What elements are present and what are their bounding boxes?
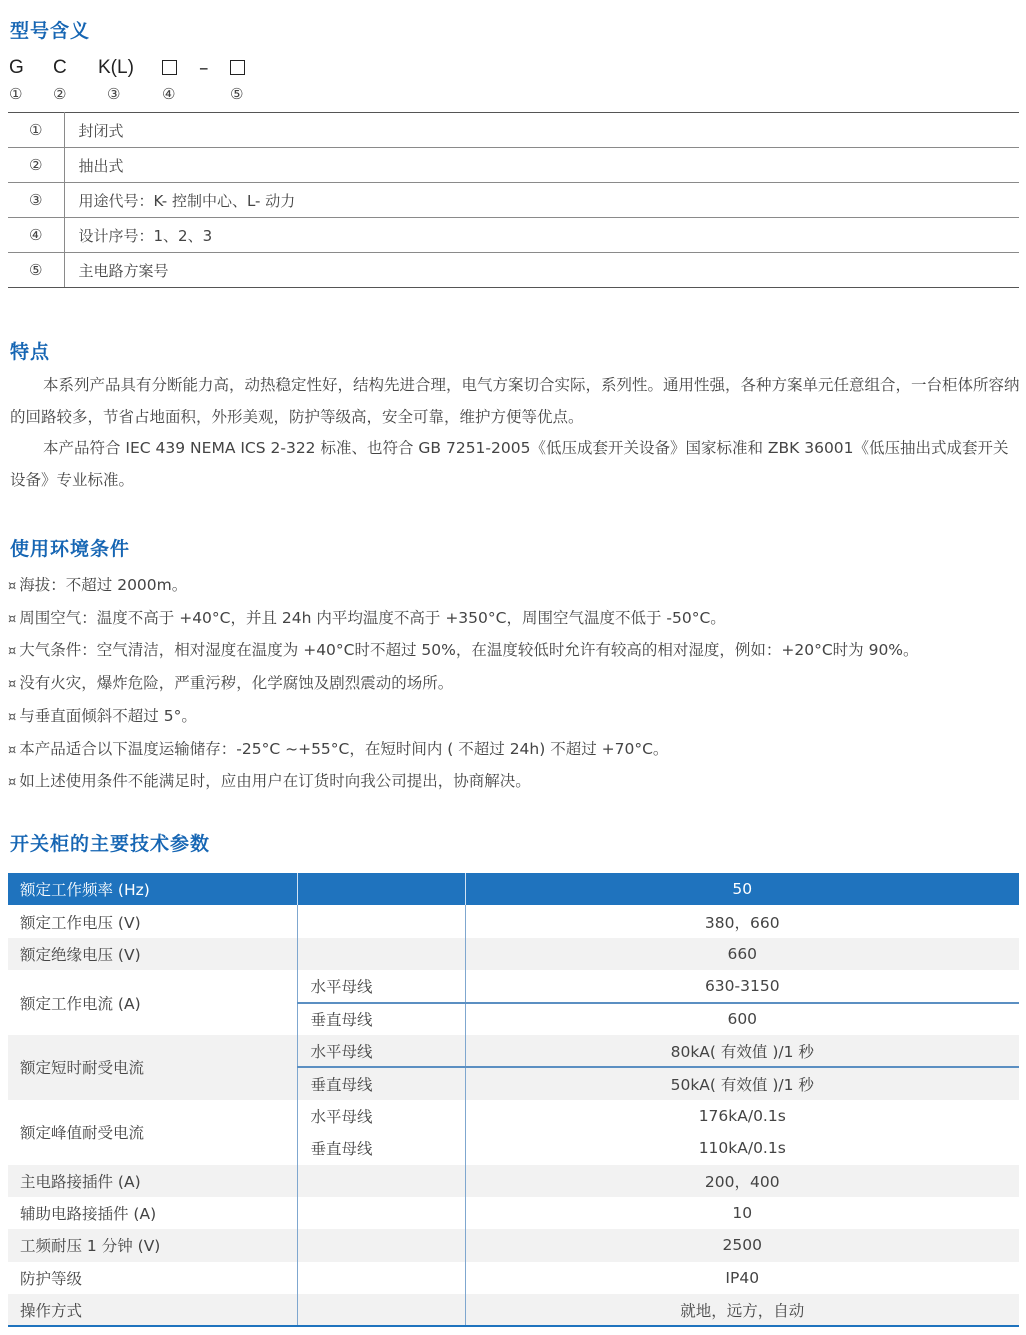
row-description: 主电路方案号 xyxy=(64,253,1019,288)
list-item xyxy=(8,635,919,668)
table-row xyxy=(8,970,1019,1002)
code-placeholder-box xyxy=(162,60,177,75)
spec-sub xyxy=(297,905,465,937)
table-row xyxy=(8,873,1019,905)
list-item xyxy=(8,701,919,734)
spec-value: 630-3150 xyxy=(465,970,1019,1002)
table-row xyxy=(8,148,1019,183)
spec-label: 防护等级 xyxy=(20,1269,83,1288)
spec-value: 176kA/0.1s xyxy=(465,1100,1019,1132)
bullet-icon: ¤ xyxy=(8,775,17,791)
list-item-text: 周围空气：温度不高于 +40°C，并且 24h 内平均温度不高于 +350°C，周围空气温度不低于 -50°C。 xyxy=(19,608,726,627)
features-paragraph-2: 本产品符合 IEC 439 NEMA ICS 2-322 标准、也符合 GB 7251-2005《低压成套开关设备》国家标准和 ZBK 36001《低压抽出式成套开关设备》专业标准。 xyxy=(10,439,1009,489)
spec-sub: 垂直母线 xyxy=(297,1067,465,1099)
table-row xyxy=(8,253,1019,288)
code-marker: ① xyxy=(9,85,23,103)
spec-value: 110kA/0.1s xyxy=(465,1132,1019,1164)
bullet-icon: ¤ xyxy=(8,709,17,725)
spec-value: 380，660 xyxy=(465,905,1019,937)
spec-value: 80kA( 有效值 )/1 秒 xyxy=(465,1035,1019,1067)
row-number: ① xyxy=(8,113,64,148)
spec-value: 50kA( 有效值 )/1 秒 xyxy=(465,1067,1019,1099)
environment-list xyxy=(8,570,919,799)
section-title-environment: 使用环境条件 xyxy=(10,538,131,560)
spec-value: 2500 xyxy=(465,1229,1019,1261)
spec-value: 200，400 xyxy=(465,1165,1019,1197)
code-marker: ④ xyxy=(162,85,176,103)
table-row xyxy=(8,1197,1019,1229)
list-item-text: 海拔：不超过 2000m。 xyxy=(19,576,188,594)
table-row xyxy=(8,938,1019,970)
table-row xyxy=(8,905,1019,937)
spec-value: 10 xyxy=(465,1197,1019,1229)
section-title-model: 型号含义 xyxy=(10,20,91,42)
bullet-icon: ¤ xyxy=(8,742,17,758)
spec-label: 额定工作电压 (V) xyxy=(20,913,141,932)
spec-sub xyxy=(297,873,465,905)
spec-label: 额定工作频率 (Hz) xyxy=(8,873,297,905)
spec-sub xyxy=(297,1262,465,1294)
spec-table xyxy=(8,873,1019,1327)
list-item-text: 本产品适合以下温度运输储存：-25°C ~+55°C，在短时间内 ( 不超过 24h) 不超过 +70°C。 xyxy=(19,739,669,758)
list-item xyxy=(8,734,919,767)
row-description: 设计序号：1、2、3 xyxy=(64,218,1019,253)
code-dash: – xyxy=(199,57,209,79)
spec-label: 工频耐压 1 分钟 (V) xyxy=(8,1229,297,1261)
spec-sub xyxy=(297,1229,465,1261)
code-letter-c: C xyxy=(53,57,67,78)
bullet-icon: ¤ xyxy=(8,644,17,660)
spec-label: 额定短时耐受电流 xyxy=(8,1035,297,1100)
spec-sub xyxy=(297,1294,465,1326)
spec-label: 主电路接插件 (A) xyxy=(8,1165,297,1197)
spec-sub: 水平母线 xyxy=(297,1035,465,1067)
table-row xyxy=(8,218,1019,253)
spec-value: 660 xyxy=(465,938,1019,970)
table-row xyxy=(8,1294,1019,1326)
table-row xyxy=(8,1035,1019,1067)
list-item-text: 与垂直面倾斜不超过 5°。 xyxy=(19,706,197,725)
code-placeholder-box xyxy=(230,60,245,75)
list-item xyxy=(8,766,919,799)
bullet-icon: ¤ xyxy=(8,579,17,594)
spec-sub: 垂直母线 xyxy=(297,1132,465,1164)
spec-sub xyxy=(297,1197,465,1229)
row-description: 封闭式 xyxy=(64,113,1019,148)
spec-value: 就地，远方，自动 xyxy=(465,1294,1019,1326)
spec-value: IP40 xyxy=(465,1262,1019,1294)
code-letter-g: G xyxy=(9,57,24,78)
list-item-text: 如上述使用条件不能满足时，应由用户在订货时向我公司提出，协商解决。 xyxy=(19,772,531,791)
row-description: 抽出式 xyxy=(64,148,1019,183)
list-item xyxy=(8,603,919,636)
bullet-icon: ¤ xyxy=(8,677,17,693)
code-letter-kl: K(L) xyxy=(98,57,134,78)
table-row xyxy=(8,1262,1019,1294)
spec-label: 辅助电路接插件 (A) xyxy=(20,1205,157,1224)
list-item xyxy=(8,668,919,701)
row-description: 用途代号：K- 控制中心、L- 动力 xyxy=(64,183,1019,218)
code-marker: ③ xyxy=(107,85,121,103)
row-number: ⑤ xyxy=(8,253,64,288)
section-title-specs: 开关柜的主要技术参数 xyxy=(10,833,211,855)
model-meaning-table xyxy=(8,112,1019,288)
row-number: ③ xyxy=(8,183,64,218)
table-row xyxy=(8,1229,1019,1261)
spec-label: 额定峰值耐受电流 xyxy=(20,1124,145,1143)
row-number: ② xyxy=(8,148,64,183)
table-row xyxy=(8,113,1019,148)
section-title-features: 特点 xyxy=(10,341,51,363)
table-row xyxy=(8,1100,1019,1132)
spec-label: 额定工作电流 (A) xyxy=(20,994,141,1013)
code-marker: ⑤ xyxy=(230,85,244,103)
spec-sub xyxy=(297,1165,465,1197)
features-paragraph-1: 本系列产品具有分断能力高，动热稳定性好，结构先进合理，电气方案切合实际，系列性。通用性强，各种方案单元任意组合，一台柜体所容纳的回路较多，节省占地面积，外形美观，防护等级高，安全可靠，维护方便等优点。 xyxy=(10,376,1020,426)
spec-value: 50 xyxy=(465,873,1019,905)
spec-sub xyxy=(297,938,465,970)
table-row xyxy=(8,183,1019,218)
spec-sub: 垂直母线 xyxy=(297,1003,465,1035)
spec-value: 600 xyxy=(465,1003,1019,1035)
spec-sub: 水平母线 xyxy=(297,1100,465,1132)
table-row xyxy=(8,1165,1019,1197)
spec-sub: 水平母线 xyxy=(297,970,465,1002)
spec-label: 额定绝缘电压 (V) xyxy=(8,938,297,970)
code-marker: ② xyxy=(53,85,67,103)
list-item-text: 大气条件：空气清洁，相对湿度在温度为 +40°C时不超过 50%，在温度较低时允许有较高的相对湿度，例如：+20°C时为 90%。 xyxy=(19,641,919,660)
row-number: ④ xyxy=(8,218,64,253)
spec-label: 操作方式 xyxy=(8,1294,297,1326)
bullet-icon: ¤ xyxy=(8,611,17,627)
list-item xyxy=(8,570,919,603)
list-item-text: 没有火灾，爆炸危险，严重污秽，化学腐蚀及剧烈震动的场所。 xyxy=(19,674,454,693)
